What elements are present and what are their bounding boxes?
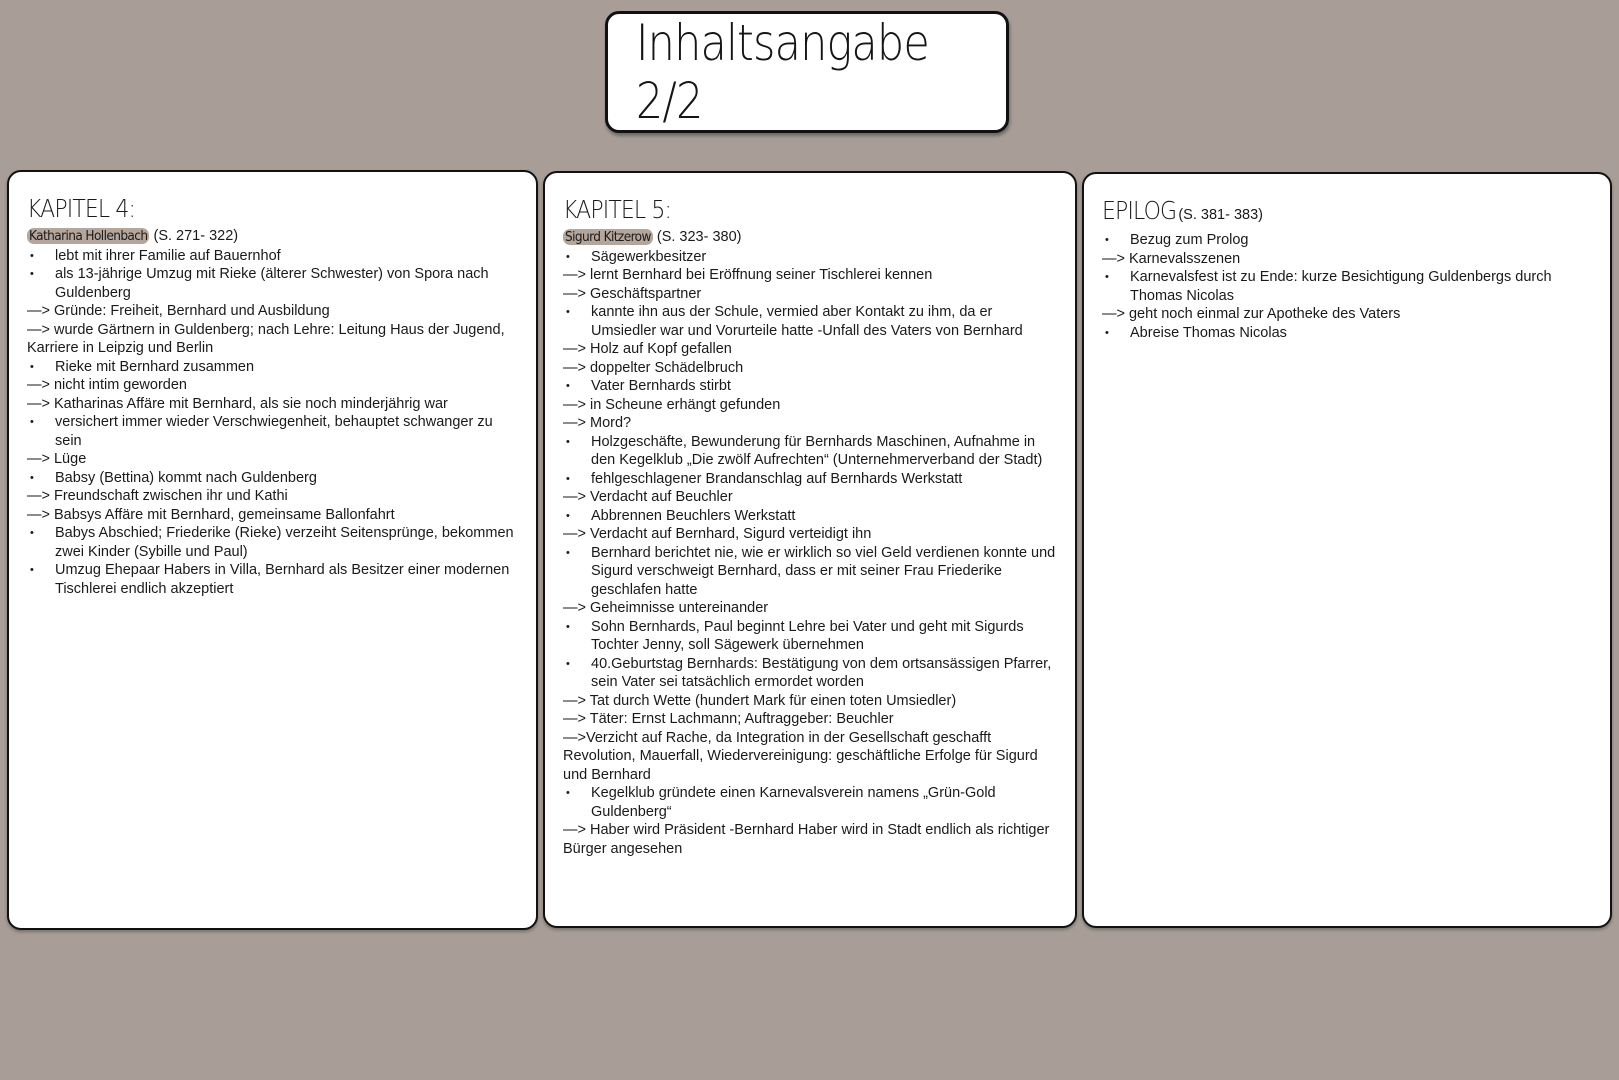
bullet-item: • Holzgeschäfte, Bewunderung für Bernhards Maschinen, Aufnahme in den Kegelklub „Die zwölf Aufrechten“ (Unternehmerverband der Stadt) — [563, 433, 1057, 470]
bullet-item: • Babsy (Bettina) kommt nach Guldenberg — [27, 469, 518, 488]
bullet-item: • als 13-jährige Umzug mit Rieke (älterer Schwester) von Spora nach Guldenberg — [27, 265, 518, 302]
kapitel-5-heading: KAPITEL 5: — [563, 195, 672, 224]
arrow-item: —> Karnevalsszenen — [1102, 250, 1241, 267]
arrow-item: —> doppelter Schädelbruch — [563, 359, 744, 376]
bullet-item: • Sägewerkbesitzer — [563, 248, 1057, 267]
bullet-item: • Babys Abschied; Friederike (Rieke) verzeiht Seitensprünge, bekommen zwei Kinder (Sybille und Paul) — [27, 524, 518, 561]
epilog-pages: (S. 381- 383) — [1178, 207, 1263, 223]
kapitel-4-subtitle — [27, 227, 518, 246]
bullet-item: • lebt mit ihrer Familie auf Bauernhof — [27, 247, 518, 266]
arrow-item: —> Geheimnisse untereinander — [563, 600, 769, 616]
bullet-item: • Vater Bernhards stirbt — [563, 377, 1057, 396]
arrow-item: —> Verdacht auf Beuchler — [563, 489, 733, 505]
epilog-heading: EPILOG — [1102, 196, 1177, 225]
kapitel-4-heading: KAPITEL 4: — [27, 194, 136, 223]
kapitel-4-pages: (S. 271- 322) — [153, 228, 239, 244]
bullet-item: • Bernhard berichtet nie, wie er wirklich so viel Geld verdienen konnte und Sigurd verschweigt Bernhard, dass er mit seiner Frau Friederike geschlafen hatte — [563, 544, 1057, 600]
bullet-item: • Bezug zum Prolog — [1102, 231, 1592, 250]
kapitel-4-list — [27, 247, 518, 599]
arrow-item: —> Tat durch Wette (hundert Mark für einen toten Umsiedler) — [563, 692, 957, 709]
arrow-item: —> geht noch einmal zur Apotheke des Vaters — [1102, 306, 1401, 322]
kapitel-5-character: Sigurd Kitzerow — [565, 229, 651, 245]
bullet-item: • versichert immer wieder Verschwiegenheit, behauptet schwanger zu sein — [27, 413, 518, 450]
arrow-item: —>Verzicht auf Rache, da Integration in der Gesellschaft geschafft Revolution, Mauerfall, Wiedervereinigung: geschäftliche Erfolge für Sigurd und Bernhard — [563, 729, 1038, 783]
card-epilog — [1082, 172, 1612, 928]
arrow-item: —> Haber wird Präsident -Bernhard Haber wird in Stadt endlich als richtiger Bürger angesehen — [563, 822, 1050, 857]
kapitel-4-character: Katharina Hollenbach — [29, 228, 148, 244]
arrow-item: —> Babsys Affäre mit Bernhard, gemeinsame Ballonfahrt — [27, 506, 395, 523]
bullet-item: • kannte ihn aus der Schule, vermied aber Kontakt zu ihm, da er Umsiedler war und Vorurteile hatte -Unfall des Vaters von Bernhard — [563, 303, 1057, 340]
arrow-item: —> nicht intim geworden — [27, 377, 187, 393]
arrow-item: —> Lüge — [27, 451, 87, 467]
arrow-item: —> Katharinas Affäre mit Bernhard, als sie noch minderjährig war — [27, 395, 448, 412]
arrow-item: —> wurde Gärtnern in Guldenberg; nach Lehre: Leitung Haus der Jugend, Karriere in Leipzig und Berlin — [27, 321, 505, 356]
bullet-item: • fehlgeschlagener Brandanschlag auf Bernhards Werkstatt — [563, 470, 1057, 489]
arrow-item: —> in Scheune erhängt gefunden — [563, 396, 781, 413]
arrow-item: —> Täter: Ernst Lachmann; Auftraggeber: Beuchler — [563, 711, 894, 727]
arrow-item: —> lernt Bernhard bei Eröffnung seiner Tischlerei kennen — [563, 267, 933, 283]
epilog-list — [1102, 231, 1592, 342]
bullet-item: • Sohn Bernhards, Paul beginnt Lehre bei Vater und geht mit Sigurds Tochter Jenny, soll Sägewerk übernehmen — [563, 618, 1057, 655]
kapitel-5-subtitle — [563, 228, 1057, 247]
arrow-item: —> Geschäftspartner — [563, 285, 702, 302]
epilog-heading-row — [1102, 196, 1592, 229]
kapitel-5-pages: (S. 323- 380) — [656, 229, 742, 245]
arrow-item: —> Mord? — [563, 415, 632, 431]
arrow-item: —> Verdacht auf Bernhard, Sigurd verteidigt ihn — [563, 526, 872, 542]
arrow-item: —> Holz auf Kopf gefallen — [563, 341, 732, 357]
bullet-item: • Umzug Ehepaar Habers in Villa, Bernhard als Besitzer einer modernen Tischlerei endlich akzeptiert — [27, 561, 518, 598]
card-kapitel-4 — [7, 170, 538, 930]
card-kapitel-5 — [543, 171, 1077, 928]
bullet-item: • 40.Geburtstag Bernhards: Bestätigung von dem ortsansässigen Pfarrer, sein Vater sei tatsächlich ermordet worden — [563, 655, 1057, 692]
page-title: Inhaltsangabe 2/2 — [635, 14, 929, 130]
bullet-item: • Karnevalsfest ist zu Ende: kurze Besichtigung Guldenbergs durch Thomas Nicolas — [1102, 268, 1592, 305]
bullet-item: • Kegelklub gründete einen Karnevalsverein namens „Grün-Gold Guldenberg“ — [563, 784, 1057, 821]
title-box — [605, 11, 1009, 133]
bullet-item: • Rieke mit Bernhard zusammen — [27, 358, 518, 377]
kapitel-5-list — [563, 248, 1057, 859]
bullet-item: • Abbrennen Beuchlers Werkstatt — [563, 507, 1057, 526]
arrow-item: —> Freundschaft zwischen ihr und Kathi — [27, 488, 288, 504]
arrow-item: —> Gründe: Freiheit, Bernhard und Ausbildung — [27, 303, 330, 319]
bullet-item: • Abreise Thomas Nicolas — [1102, 324, 1592, 343]
